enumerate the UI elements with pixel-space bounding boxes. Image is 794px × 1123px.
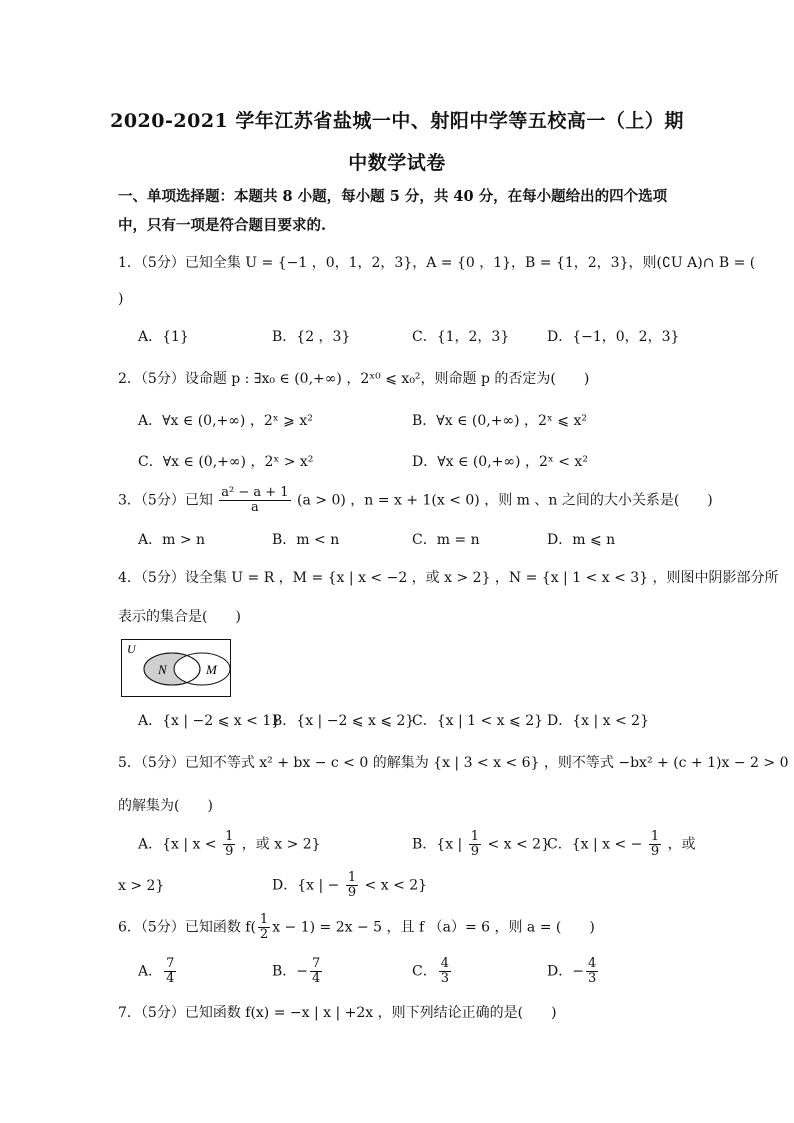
question-5-option-d-fraction <box>346 871 358 900</box>
question-5-option-d-pre: D．{x | − <box>272 877 340 894</box>
exam-title-line1: 2020-2021 学年江苏省盐城一中、射阳中学等五校高一（上）期 <box>110 110 684 132</box>
question-5-option-b-post: < x < 2} <box>487 836 550 853</box>
question-3-post: (a > 0) ，n = x + 1(x < 0) ，则 m 、n 之间的大小关系是( ) <box>297 492 713 509</box>
fraction-numerator: 1 <box>259 912 269 927</box>
question-6-option-b-fraction <box>310 957 322 986</box>
option-label: D．− <box>547 963 584 980</box>
question-3-option-b: B．m < n <box>272 532 340 548</box>
question-1-option-a: A．{1} <box>138 329 189 345</box>
question-6-option-b <box>272 957 324 986</box>
question-5-option-c-post: ，或 <box>667 836 696 853</box>
fraction-numerator: 7 <box>166 956 175 971</box>
question-5-option-c-fraction <box>649 830 661 859</box>
question-5-option-a-post: ，或 x > 2} <box>241 836 321 853</box>
fraction-denominator: 4 <box>166 971 175 986</box>
question-5-option-a-fraction <box>223 830 235 859</box>
section-heading: 一、单项选择题：本题共 8 小题，每小题 5 分，共 40 分，在每小题给出的四个选项中，只有一项是符合题目要求的. <box>118 188 668 234</box>
question-6-option-a-fraction <box>164 957 176 986</box>
question-3-option-a: A．m > n <box>138 532 206 548</box>
venn-label-n: N <box>158 662 167 677</box>
fraction-denominator: 4 <box>312 971 321 986</box>
fraction-numerator: 1 <box>470 829 479 844</box>
fraction-denominator: 9 <box>347 885 357 900</box>
question-5-option-d-post: < x < 2} <box>364 877 428 894</box>
question-5-option-b-fraction <box>469 830 481 859</box>
question-3-fraction-denominator: a <box>251 500 259 515</box>
fraction-denominator: 3 <box>587 971 597 986</box>
question-5-option-d <box>272 871 427 900</box>
fraction-numerator: 1 <box>347 870 357 885</box>
fraction-denominator: 9 <box>470 844 479 859</box>
question-6-pre: 6．（5分）已知函数 f( <box>118 919 256 936</box>
question-2-option-b: B．∀x ∈ (0,+∞) ，2ˣ ⩽ x² <box>412 413 587 429</box>
question-3-option-d: D．m ⩽ n <box>547 532 616 548</box>
option-label: A． <box>138 963 163 980</box>
question-5-option-a-pre: A．{x | x < <box>138 836 217 853</box>
question-6-option-c-fraction <box>439 957 451 986</box>
exam-title-line2: 中数学试卷 <box>348 152 446 174</box>
question-3-stem <box>118 486 713 515</box>
question-5-option-c-pre: C．{x | x < − <box>547 836 643 853</box>
fraction-denominator: 9 <box>650 844 660 859</box>
fraction-numerator: 4 <box>440 956 449 971</box>
question-4-option-c: C．{x | 1 < x ⩽ 2} <box>412 713 544 729</box>
question-2-stem: 2．（5分）设命题 p : ∃x₀ ∈ (0,+∞) ，2ˣ⁰ ⩽ x₀²，则命题 p 的否定为( ) <box>118 371 590 387</box>
question-1-option-c: C．{1，2，3} <box>412 329 510 345</box>
venn-label-m: M <box>206 662 217 677</box>
question-4-stem-cont: 表示的集合是( ) <box>118 609 241 625</box>
question-6-option-d-fraction <box>586 957 598 986</box>
question-6-option-a <box>138 957 178 986</box>
fraction-denominator: 9 <box>225 844 234 859</box>
venn-diagram <box>121 639 231 697</box>
question-6-option-d <box>547 957 600 986</box>
question-1-option-b: B．{2 ，3} <box>272 329 351 345</box>
question-4-option-b: B．{x | −2 ⩽ x ⩽ 2} <box>272 713 415 729</box>
question-1-option-d: D．{−1，0，2，3} <box>547 329 680 345</box>
option-label: C． <box>412 963 437 980</box>
question-5-option-b-pre: B．{x | <box>412 836 463 853</box>
question-5-option-a <box>138 830 321 859</box>
question-5-option-c <box>547 830 696 859</box>
question-5-stem: 5．（5分）已知不等式 x² + bx − c < 0 的解集为 {x | 3 < x < 6} ，则不等式 −bx² + (c + 1)x − 2 > 0 <box>118 755 789 771</box>
question-7-stem: 7．（5分）已知函数 f(x) = −x | x | +2x ，则下列结论正确的是( ) <box>118 1005 557 1021</box>
question-2-option-a: A．∀x ∈ (0,+∞) ，2ˣ ⩾ x² <box>138 413 313 429</box>
fraction-numerator: 4 <box>587 956 597 971</box>
question-3-fraction <box>219 486 290 515</box>
question-6-stem <box>118 913 595 942</box>
question-3-pre: 3．（5分）已知 <box>118 492 213 509</box>
question-5-option-b <box>412 830 550 859</box>
venn-label-u: U <box>127 642 136 656</box>
question-5-option-c-cont: x > 2} <box>118 878 165 894</box>
question-2-option-d: D．∀x ∈ (0,+∞) ，2ˣ < x² <box>412 454 588 470</box>
question-5-stem-cont: 的解集为( ) <box>118 798 213 814</box>
fraction-numerator: 1 <box>650 829 660 844</box>
question-6-post: x − 1) = 2x − 5 ，且 f （a）= 6 ，则 a = ( ) <box>272 919 595 936</box>
question-3-option-c: C．m = n <box>412 532 480 548</box>
question-4-option-d: D．{x | x < 2} <box>547 713 649 729</box>
question-2-option-c: C．∀x ∈ (0,+∞) ，2ˣ > x² <box>138 454 314 470</box>
fraction-numerator: 7 <box>312 956 321 971</box>
fraction-denominator: 3 <box>440 971 449 986</box>
question-4-option-a: A．{x | −2 ⩽ x < 1} <box>138 713 281 729</box>
question-6-fraction <box>258 913 270 942</box>
fraction-denominator: 2 <box>259 927 269 942</box>
question-1-stem-cont: ) <box>118 291 124 307</box>
fraction-numerator: 1 <box>225 829 234 844</box>
question-6-option-c <box>412 957 453 986</box>
question-4-stem: 4．（5分）设全集 U = R ，M = {x | x < −2 ，或 x > 2} ，N = {x | 1 < x < 3} ，则图中阴影部分所 <box>118 570 779 586</box>
question-3-fraction-numerator: a² − a + 1 <box>221 485 289 500</box>
question-1-stem: 1．（5分）已知全集 U = {−1 ，0，1，2，3}，A = {0 ，1}，B = {1，2，3}，则(∁U A)∩ B = ( <box>118 255 756 271</box>
option-label: B．− <box>272 963 309 980</box>
